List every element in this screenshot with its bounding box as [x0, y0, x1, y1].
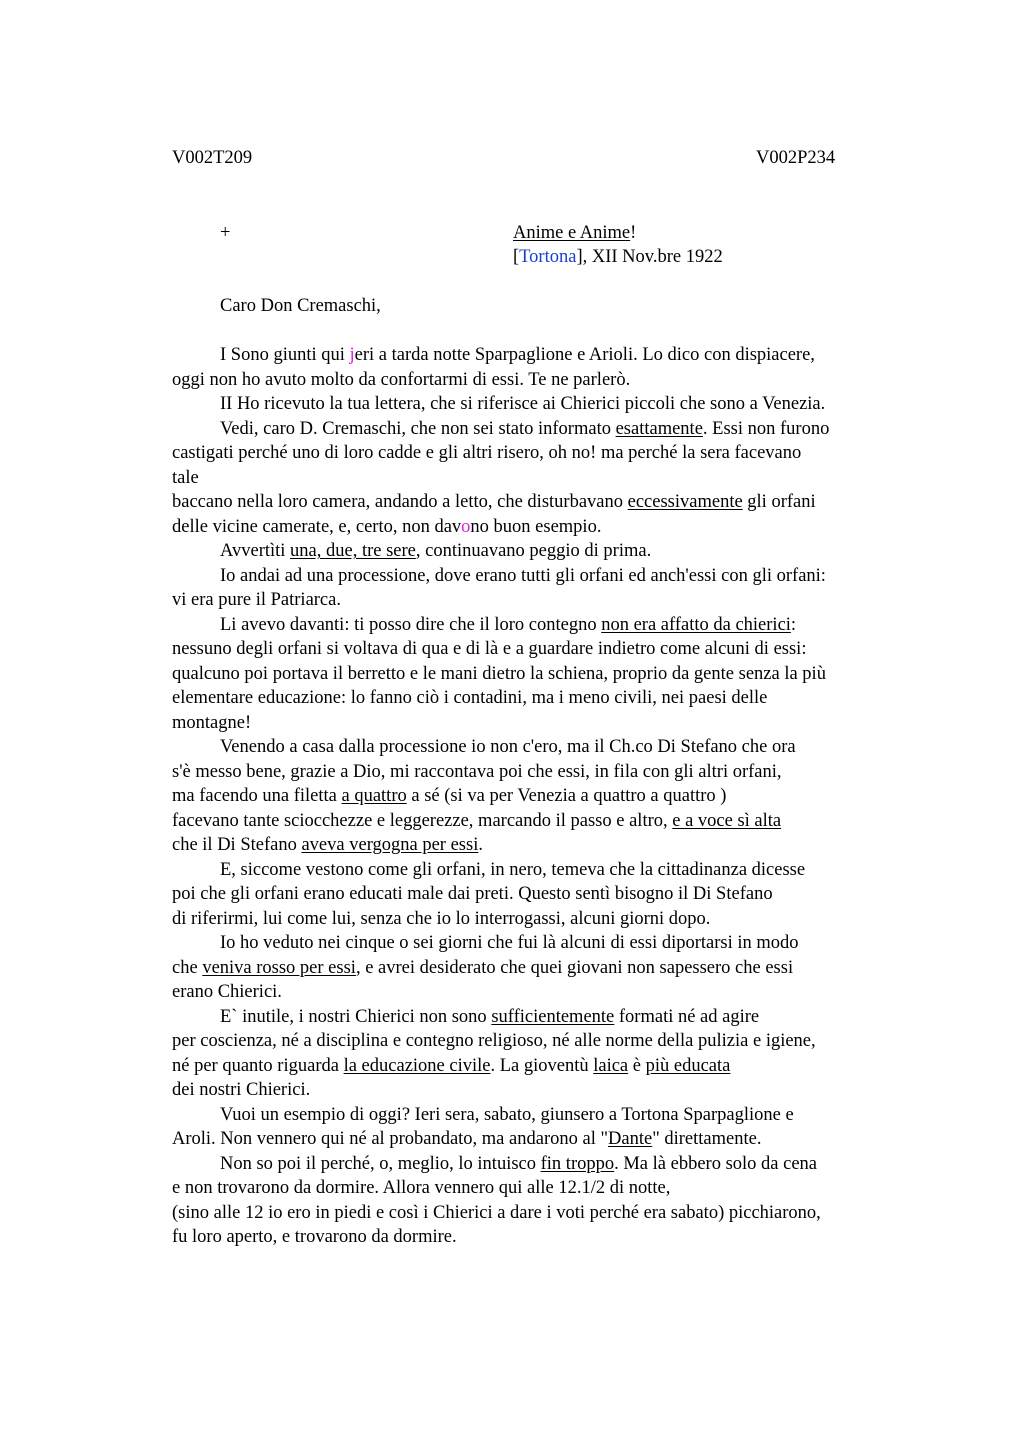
letter-title-punct: ! — [630, 223, 637, 243]
underlined-text: fin troppo — [540, 1153, 615, 1174]
text-line — [172, 711, 251, 736]
letter-place-date — [513, 245, 723, 270]
text-line — [220, 613, 796, 638]
text-segment: ma facendo una filetta — [172, 786, 342, 806]
text-segment: E` inutile, i nostri Chierici non sono — [220, 1006, 492, 1027]
text-segment: elementare educazione: lo fanno ciò i contadini, ma i meno civili, nei paesi delle — [172, 688, 768, 708]
text-segment: Aroli. Non vennero qui né al probandato, ma andarono al " — [172, 1129, 609, 1149]
text-segment: né per quanto riguarda — [172, 1055, 344, 1076]
text-line — [220, 392, 825, 417]
text-line — [172, 490, 816, 515]
text-line — [172, 1201, 821, 1226]
text-line — [220, 564, 826, 589]
underlined-text: veniva rosso per essi — [202, 957, 356, 978]
underlined-text: una, due, tre sere — [290, 541, 416, 561]
text-segment: a sé (si va per Venezia a quattro a quattro ) — [406, 786, 727, 806]
document-code-right: V002P234 — [756, 148, 836, 168]
underlined-text: eccessivamente — [627, 492, 743, 512]
text-segment: " direttamente. — [652, 1129, 762, 1149]
text-line — [220, 858, 805, 883]
text-segment: Non so poi il perché, o, meglio, lo intuisco — [220, 1153, 541, 1174]
text-line — [220, 343, 815, 368]
underlined-text: e a voce sì alta — [672, 810, 782, 831]
text-line — [172, 686, 767, 711]
text-segment: è — [628, 1055, 646, 1076]
text-line — [220, 1103, 794, 1128]
text-line — [172, 1029, 816, 1054]
text-segment: , continuavano peggio di prima. — [415, 541, 652, 561]
text-line — [220, 931, 799, 956]
text-line — [172, 466, 199, 491]
text-line — [220, 1005, 759, 1030]
text-line — [172, 882, 773, 907]
text-segment: formati né ad agire — [614, 1006, 760, 1027]
text-line — [220, 417, 829, 442]
text-line — [172, 588, 341, 613]
text-line — [172, 760, 782, 785]
text-segment: E, siccome vestono come gli orfani, in nero, temeva che la cittadinanza dicesse — [220, 859, 806, 880]
text-segment: baccano nella loro camera, andando a letto, che disturbavano — [172, 492, 628, 512]
highlighted-char: o — [461, 516, 471, 537]
text-line — [220, 1152, 817, 1177]
underlined-text: aveva vergogna per essi — [301, 835, 479, 855]
text-segment: montagne! — [172, 712, 252, 733]
text-line — [172, 1127, 761, 1152]
letter-place: Tortona — [519, 247, 577, 267]
text-line — [220, 539, 651, 564]
text-segment: delle vicine camerate, e, certo, non dav — [172, 516, 462, 537]
highlighted-char: j — [349, 345, 355, 365]
text-segment: (sino alle 12 io ero in piedi e così i Chierici a dare i voti perché era sabato) picchiarono, — [172, 1202, 821, 1223]
text-segment: . Essi non furono — [702, 418, 830, 439]
text-segment: Li avevo davanti: ti posso dire che il loro contegno — [220, 614, 602, 635]
text-line — [172, 809, 781, 834]
text-segment: per coscienza, né a disciplina e contegno religioso, né alle norme della pulizia e igiene, — [172, 1031, 816, 1051]
text-segment: che il Di Stefano — [172, 835, 302, 855]
letter-date: , XII Nov.bre 1922 — [582, 247, 723, 267]
text-segment: . Ma là ebbero solo da cena — [614, 1153, 818, 1174]
text-segment: . — [478, 835, 483, 855]
text-line — [172, 1176, 670, 1201]
text-segment: tale — [172, 467, 199, 488]
text-segment: eri a tarda notte Sparpaglione e Arioli. Lo dico con dispiacere, — [354, 345, 815, 365]
text-segment: . La gioventù — [490, 1055, 594, 1076]
underlined-text: non era affatto da chierici — [601, 614, 791, 635]
text-segment: no buon esempio. — [470, 516, 602, 537]
text-segment: dei nostri Chierici. — [172, 1080, 311, 1100]
letter-title — [513, 221, 636, 246]
text-segment: fu loro aperto, e trovarono da dormire. — [172, 1227, 457, 1247]
underlined-text: più educata — [645, 1055, 731, 1076]
text-line — [172, 907, 710, 932]
text-line — [172, 784, 726, 809]
text-segment: Avvertìti — [220, 541, 291, 561]
text-segment: Venendo a casa dalla processione io non c'ero, ma il Ch.co Di Stefano che ora — [220, 737, 796, 757]
text-segment: Io andai ad una processione, dove erano tutti gli orfani ed anch'essi con gli orfani: — [220, 565, 826, 586]
text-segment: poi che gli orfani erano educati male dai preti. Questo sentì bisogno il Di Stefano — [172, 884, 773, 904]
text-segment: erano Chierici. — [172, 982, 282, 1002]
place-bracket-close: ] — [576, 247, 583, 267]
text-line — [220, 735, 796, 760]
text-line — [172, 833, 483, 858]
text-line — [172, 662, 826, 687]
text-segment: II Ho ricevuto la tua lettera, che si riferisce ai Chierici piccoli che sono a Venezia. — [220, 394, 826, 414]
underlined-text: a quattro — [341, 786, 407, 806]
text-line — [172, 368, 630, 393]
text-segment: castigati perché uno di loro cadde e gli altri risero, oh no! ma perché la sera facevano — [172, 443, 802, 463]
text-line — [172, 1054, 730, 1079]
text-segment: I Sono giunti qui — [220, 345, 350, 365]
text-line — [172, 441, 801, 466]
text-segment: : — [790, 614, 797, 635]
underlined-text: laica — [593, 1055, 629, 1076]
text-segment: nessuno degli orfani si voltava di qua e di là e a guardare indietro come alcuni di essi: — [172, 639, 807, 659]
place-bracket-open: [ — [513, 247, 520, 267]
text-segment: vi era pure il Patriarca. — [172, 590, 341, 610]
text-segment: Vedi, caro D. Cremaschi, che non sei stato informato — [220, 418, 616, 439]
text-line — [172, 1225, 457, 1250]
salutation: Caro Don Cremaschi, — [220, 296, 381, 316]
letter-title-text: Anime e Anime — [513, 223, 631, 243]
text-segment: s'è messo bene, grazie a Dio, mi raccontava poi che essi, in fila con gli altri orfani, — [172, 761, 782, 782]
text-line — [172, 980, 282, 1005]
underlined-text: Dante — [608, 1129, 653, 1149]
text-line — [172, 1078, 310, 1103]
text-line — [172, 515, 601, 540]
text-segment: che — [172, 957, 203, 978]
text-segment: e non trovarono da dormire. Allora vennero qui alle 12.1/2 di notte, — [172, 1178, 671, 1198]
document-code-left: V002T209 — [172, 148, 253, 168]
cross-mark: + — [220, 223, 231, 243]
text-segment: gli orfani — [742, 492, 816, 512]
text-segment: , e avrei desiderato che quei giovani non sapessero che essi — [355, 957, 794, 978]
text-segment: oggi non ho avuto molto da confortarmi di essi. Te ne parlerò. — [172, 369, 631, 390]
text-line — [172, 956, 793, 981]
underlined-text: sufficientemente — [491, 1006, 615, 1027]
text-segment: qualcuno poi portava il berretto e le mani dietro la schiena, proprio da gente senza la più — [172, 663, 826, 684]
text-line — [172, 637, 806, 662]
text-segment: facevano tante sciocchezze e leggerezze, marcando il passo e altro, — [172, 810, 673, 831]
underlined-text: esattamente — [615, 418, 703, 439]
text-segment: Vuoi un esempio di oggi? Ieri sera, sabato, giunsero a Tortona Sparpaglione e — [220, 1104, 794, 1125]
text-segment: Io ho veduto nei cinque o sei giorni che fui là alcuni di essi diportarsi in modo — [220, 933, 799, 953]
text-segment: di riferirmi, lui come lui, senza che io lo interrogassi, alcuni giorni dopo. — [172, 908, 711, 929]
underlined-text: la educazione civile — [343, 1055, 491, 1076]
